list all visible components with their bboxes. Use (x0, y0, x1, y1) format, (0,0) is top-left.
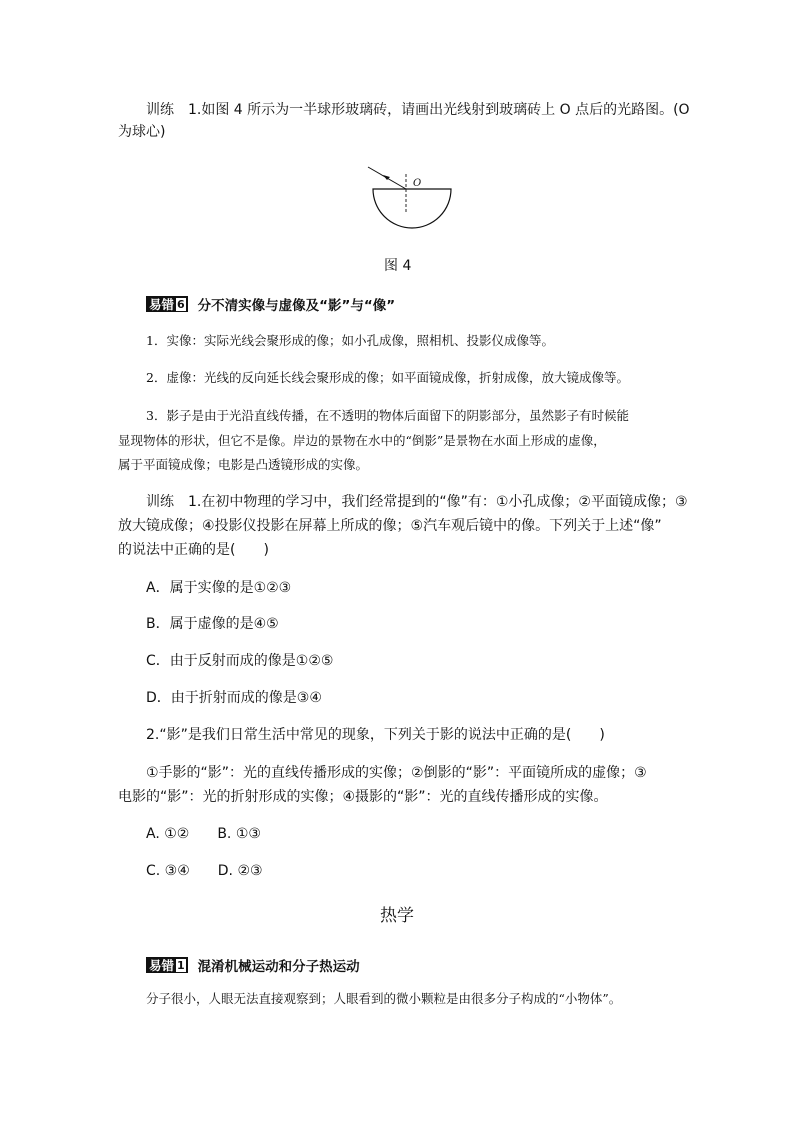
shadow-explanation-line-2: 显现物体的形状，但它不是像。岸边的景物在水中的“倒影”是景物在水面上形成的虚像， (118, 433, 606, 448)
hemisphere-outline (373, 189, 451, 228)
shadow-explanation-line-3: 属于平面镜成像；电影是凸透镜形成的实像。 (118, 457, 369, 472)
figure-caption: 图 4 (384, 258, 412, 274)
error-badge-label: 易错 (149, 958, 175, 973)
exercise-1-question-line-2: 放大镜成像；④投影仪投影在屏幕上所成的像；⑤汽车观后镜中的像。下列关于上述“像” (118, 518, 662, 534)
exercise-fig-line-1: 训练 1.如图 4 所示为一半球形玻璃砖，请画出光线射到玻璃砖上 O 点后的光路图。(O (146, 102, 690, 118)
exercise-2-options-ab: A. ①② B. ①③ (146, 826, 261, 842)
error-1-title: 混淆机械运动和分子热运动 (197, 959, 360, 975)
error-6-title: 分不清实像与虚像及“影”与“像” (197, 298, 396, 314)
exercise-1-question-line-1: 训练 1.在初中物理的学习中，我们经常提到的“像”有：①小孔成像；②平面镜成像；③ (146, 494, 688, 510)
section-title: 热学 (380, 906, 414, 926)
exercise-2-statements-line-1: ①手影的“影”：光的直线传播形成的实像；②倒影的“影”：平面镜所成的虚像；③ (146, 765, 647, 781)
error-1-heading (146, 955, 360, 975)
exercise-2-options-cd: C. ③④ D. ②③ (146, 863, 263, 879)
point-o-label: O (413, 178, 422, 189)
exercise-1-question-line-3: 的说法中正确的是( ) (118, 542, 269, 558)
exercise-1-option-c: C．由于反射而成的像是①②⑤ (146, 653, 334, 669)
error-badge-number: 1 (177, 958, 185, 972)
hemisphere-glass-figure (360, 160, 460, 240)
error-badge-label: 易错 (149, 297, 175, 312)
virtual-image-definition: 2．虚像：光线的反向延长线会聚形成的像；如平面镜成像，折射成像，放大镜成像等。 (146, 370, 629, 385)
shadow-explanation-line-1: 3．影子是由于光沿直线传播，在不透明的物体后面留下的阴影部分，虽然影子有时候能 (146, 408, 629, 423)
exercise-2-question: 2.“影”是我们日常生活中常见的现象，下列关于影的说法中正确的是( ) (146, 727, 605, 743)
exercise-1-option-b: B．属于虚像的是④⑤ (146, 616, 279, 632)
real-image-definition: 1．实像：实际光线会聚形成的像；如小孔成像，照相机、投影仪成像等。 (146, 333, 554, 348)
exercise-2-statements-line-2: 电影的“影”：光的折射形成的实像；④摄影的“影”：光的直线传播形成的实像。 (118, 789, 608, 805)
error-badge-number: 6 (177, 297, 185, 311)
error-badge (146, 296, 188, 312)
exercise-1-option-a: A．属于实像的是①②③ (146, 580, 292, 596)
molecule-explanation: 分子很小，人眼无法直接观察到；人眼看到的微小颗粒是由很多分子构成的“小物体”。 (146, 991, 622, 1006)
error-6-heading (146, 294, 395, 314)
exercise-fig-line-2: 为球心) (118, 124, 166, 140)
error-badge (146, 957, 188, 973)
exercise-1-option-d: D．由于折射而成的像是③④ (146, 690, 322, 706)
